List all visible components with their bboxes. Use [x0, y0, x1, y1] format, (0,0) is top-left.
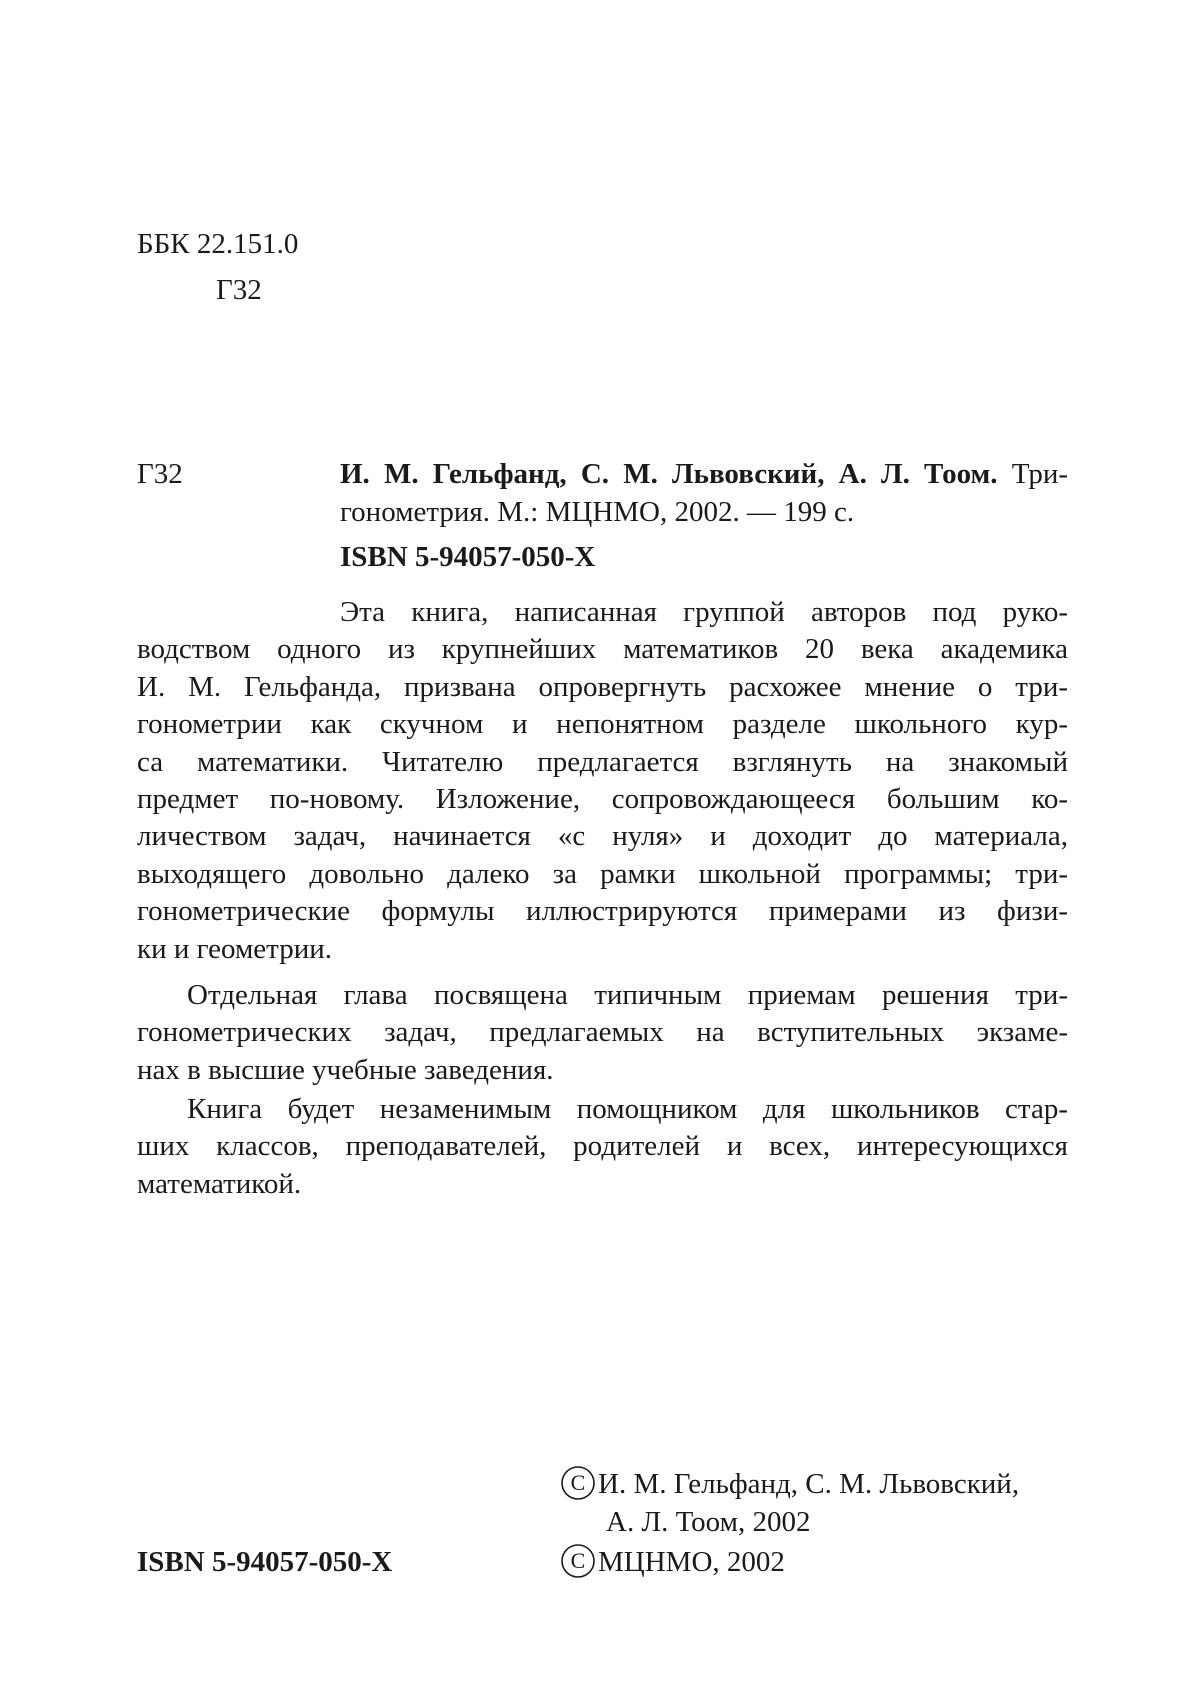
isbn-main: [340, 539, 595, 575]
copyright-icon: [560, 1465, 596, 1501]
bibliography-line-2: гонометрия. М.: МЦНМО, 2002. — 199 с.: [340, 496, 855, 528]
text-line: И. М. Гельфанда, призвана опровергнуть расхожее мнение о три-: [137, 670, 1068, 703]
text-line: гонометрических задач, предлагаемых на вступительных экзаме-: [137, 1016, 1068, 1049]
text-line: математикой.: [137, 1167, 302, 1200]
isbn-footer: [137, 1544, 392, 1580]
isbn-main-text: ISBN 5-94057-050-X: [340, 541, 596, 573]
abstract-paragraph-1: [137, 594, 1068, 968]
text-line: Эта книга, написанная группой авторов под руко-: [340, 596, 1068, 628]
author-mark-top: Г32: [216, 274, 262, 306]
copyright-authors-text: И. М. Гельфанд, С. М. Львовский,: [598, 1468, 1020, 1500]
text-line: нах в высшие учебные заведения.: [137, 1053, 554, 1086]
text-line: ки и геометрии.: [137, 932, 332, 965]
text-line: личеством задач, начинается «с нуля» и доходит до материала,: [137, 820, 1068, 853]
isbn-footer-text: ISBN 5-94057-050-X: [137, 1546, 393, 1578]
bibliography-authors: И. М. Гельфанд, С. М. Львовский, А. Л. Тоом.: [340, 458, 998, 490]
svg-text:C: C: [570, 1470, 586, 1496]
text-line: са математики. Читателю предлагается взглянуть на знакомый: [137, 745, 1068, 778]
svg-text:C: C: [570, 1548, 586, 1574]
copyright-authors-cont: А. Л. Тоом, 2002: [606, 1506, 811, 1538]
text-line: гонометрии как скучном и непонятном разделе школьного кур-: [137, 708, 1068, 741]
copyright-authors: [560, 1466, 1019, 1504]
copyright-publisher-text: МЦНМО, 2002: [598, 1546, 785, 1578]
text-line: ших классов, преподавателей, родителей и всех, интересующихся: [137, 1130, 1068, 1163]
copyright-publisher: [560, 1544, 785, 1582]
bbk-code: ББК 22.151.0: [137, 228, 299, 260]
bibliography-line-1: [340, 456, 1068, 492]
author-mark-left: Г32: [137, 458, 183, 490]
text-line: Отдельная глава посвящена типичным приемам решения три-: [187, 979, 1068, 1011]
text-line: гонометрические формулы иллюстрируются примерами из физи-: [137, 895, 1068, 928]
copyright-icon: [560, 1543, 596, 1579]
abstract-paragraph-2: [137, 977, 1068, 1089]
text-line: водством одного из крупнейших математиков 20 века академика: [137, 633, 1068, 666]
text-line: предмет по-новому. Изложение, сопровождающееся большим ко-: [137, 782, 1068, 815]
text-line: выходящего довольно далеко за рамки школьной программы; три-: [137, 857, 1068, 890]
bibliography-title-start: Три-: [1011, 458, 1068, 490]
text-line: Книга будет незаменимым помощником для школьников стар-: [187, 1093, 1068, 1125]
abstract-paragraph-3: [137, 1091, 1068, 1203]
